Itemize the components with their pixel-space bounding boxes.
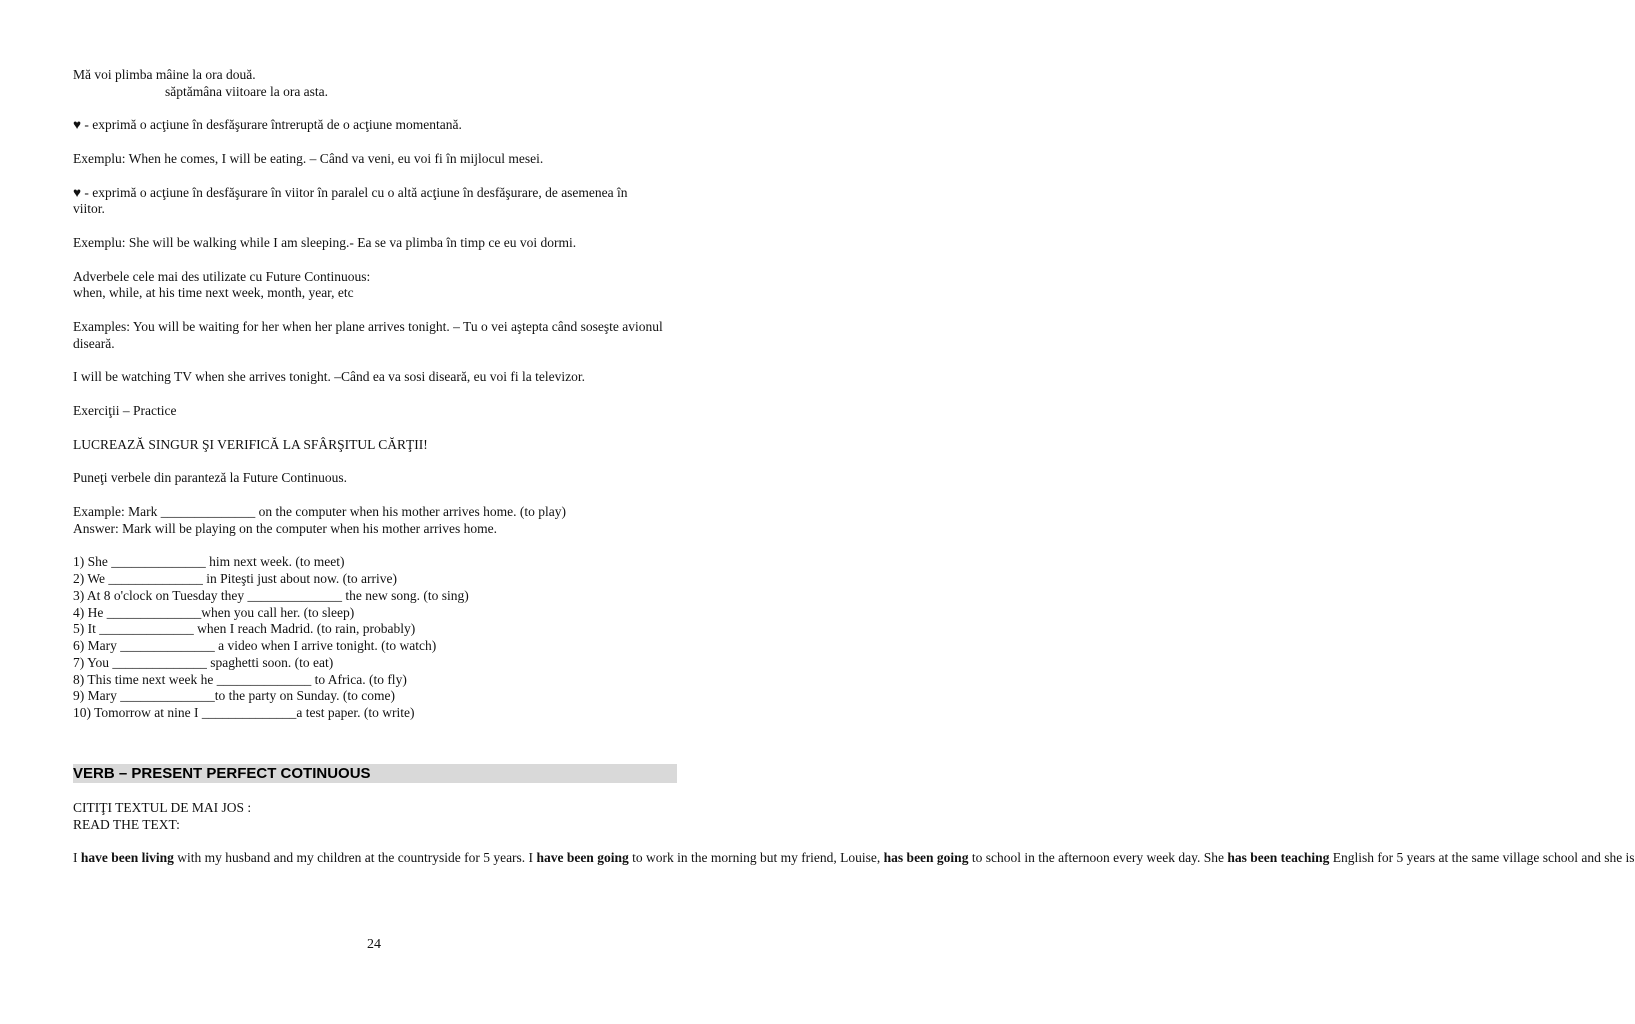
reading-text: [73, 850, 1635, 867]
text-segment: with my husband and my children at the countryside for 5 years. I: [173, 850, 537, 866]
use-rule-1: ♥ - exprimă o acţiune în desfăşurare întreruptă de o acţiune momentană.: [73, 117, 462, 133]
text-segment: to work in the morning but my friend, Louise,: [628, 850, 884, 866]
use-example-2: Exemplu: She will be walking while I am sleeping.- Ea se va plimba în timp ce eu voi dormi.: [73, 234, 577, 250]
exercise-item: 9) Mary ______________to the party on Sunday. (to come): [73, 688, 395, 704]
document-page: [73, 67, 1635, 867]
practice-task: Puneţi verbele din paranteză la Future Continuous.: [73, 470, 348, 486]
text-segment: English for 5 years at the same village school and she is: [1329, 850, 1635, 866]
read-instruction-en: READ THE TEXT:: [73, 816, 180, 832]
exercise-item: 10) Tomorrow at nine I ______________a test paper. (to write): [73, 705, 415, 721]
exercise-item: 7) You ______________ spaghetti soon. (to eat): [73, 654, 334, 670]
use-example-1: Exemplu: When he comes, I will be eating. – Când va veni, eu voi fi în mijlocul mesei.: [73, 150, 544, 166]
exercise-item: 1) She ______________ him next week. (to meet): [73, 554, 345, 570]
exercise-item: 6) Mary ______________ a video when I arrive tonight. (to watch): [73, 638, 437, 654]
text-segment: to school in the afternoon every week day. She: [968, 850, 1228, 866]
bold-verb: has been going: [883, 850, 969, 866]
page-number: 24: [367, 937, 381, 952]
examples-1: Examples: You will be waiting for her when her plane arrives tonight. – Tu o vei aştepta când soseşte avionul diseară.: [73, 318, 663, 351]
section-heading: VERB – PRESENT PERFECT COTINUOUS: [73, 764, 677, 783]
text-segment: I: [73, 850, 81, 866]
bold-verb: have been living: [80, 850, 174, 866]
exercise-item: 5) It ______________ when I reach Madrid. (to rain, probably): [73, 621, 416, 637]
practice-example: Example: Mark ______________ on the computer when his mother arrives home. (to play): [73, 503, 567, 519]
examples-2: I will be watching TV when she arrives tonight. –Când ea va sosi diseară, eu voi fi la televizor.: [73, 369, 585, 385]
exercise-list: [73, 554, 683, 722]
intro-line-2: săptămâna viitoare la ora asta.: [165, 83, 329, 99]
bold-verb: have been going: [536, 850, 629, 866]
intro-line-1: Mă voi plimba mâine la ora două.: [73, 67, 256, 82]
exercise-item: 3) At 8 o'clock on Tuesday they ______________ the new song. (to sing): [73, 587, 469, 603]
adverbs-title: Adverbele cele mai des utilizate cu Future Continuous:: [73, 268, 371, 284]
use-rule-2: ♥ - exprimă o acţiune în desfăşurare în viitor în paralel cu o altă acţiune în desfăşurare, de asemenea în viitor.: [73, 184, 628, 217]
read-instruction-ro: CITIŢI TEXTUL DE MAI JOS :: [73, 799, 252, 815]
practice-title: Exerciţii – Practice: [73, 402, 177, 418]
adverbs-list: when, while, at his time next week, month, year, etc: [73, 285, 354, 301]
bold-verb: has been teaching: [1227, 850, 1330, 866]
practice-answer: Answer: Mark will be playing on the computer when his mother arrives home.: [73, 520, 498, 536]
exercise-item: 2) We ______________ in Piteşti just about now. (to arrive): [73, 570, 397, 586]
exercise-item: 4) He ______________when you call her. (to sleep): [73, 604, 355, 620]
exercise-item: 8) This time next week he ______________ to Africa. (to fly): [73, 671, 407, 687]
practice-instruction: LUCREAZĂ SINGUR ŞI VERIFICĂ LA SFÂRŞITUL CĂRŢII!: [73, 436, 428, 452]
